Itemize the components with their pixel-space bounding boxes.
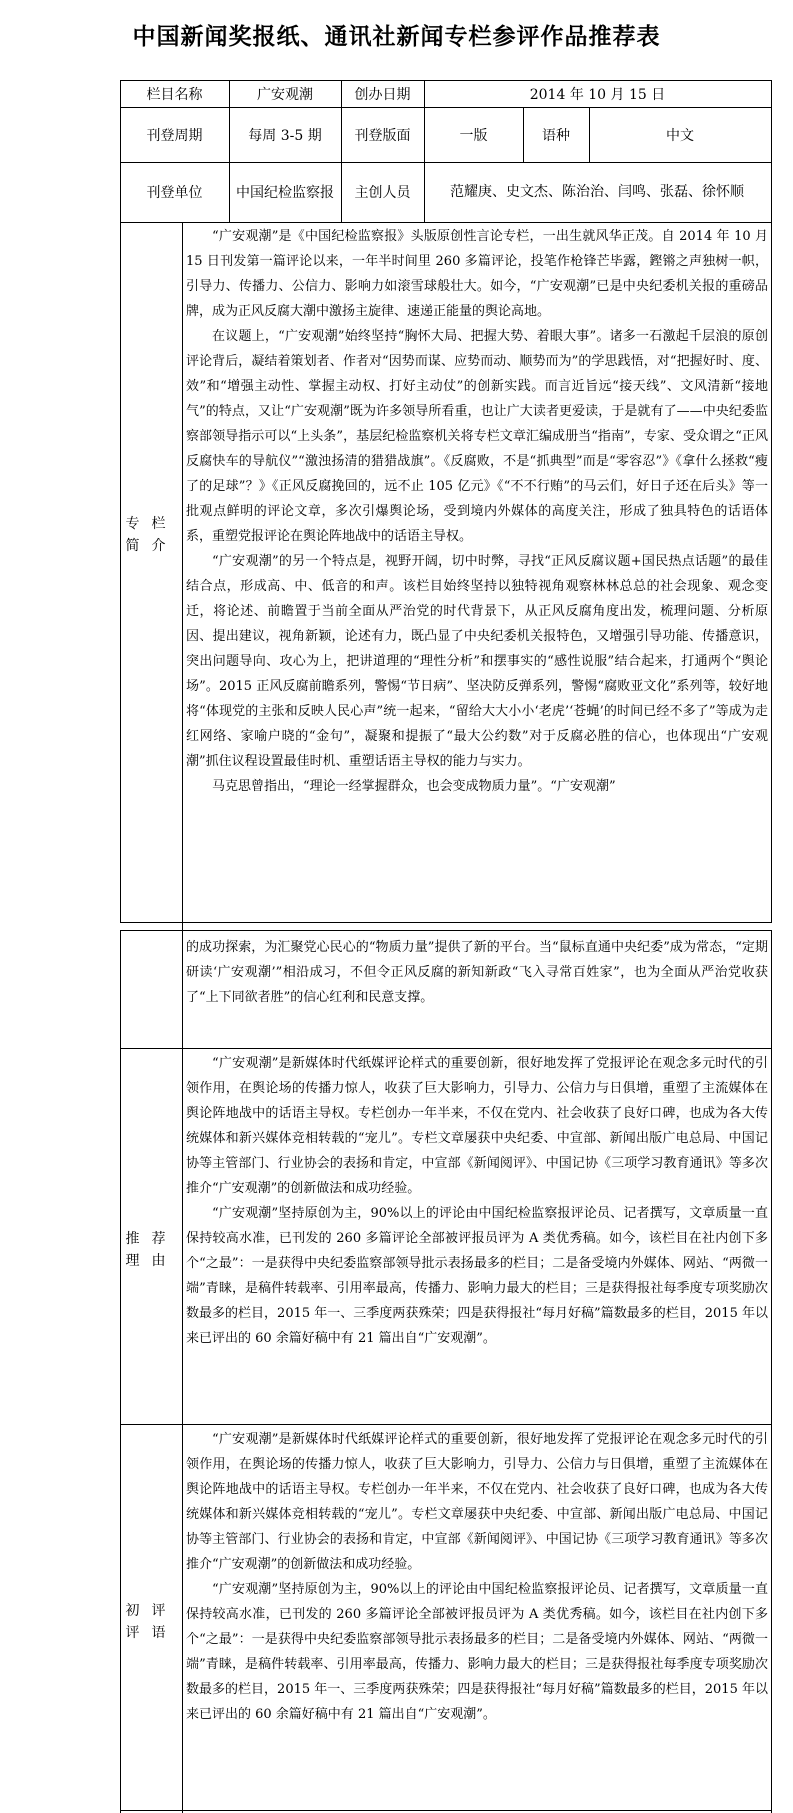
unit-label: 刊登单位 (146, 185, 203, 201)
staff-value: 范耀庚、史文杰、陈治治、闫鸣、张磊、徐怀顺 (450, 184, 744, 200)
grid-line (120, 922, 772, 923)
lang-value: 中文 (666, 127, 694, 144)
intro-paragraph: 马克思曾指出，“理论一经掌握群众，也会变成物质力量”。“广安观潮” (212, 779, 616, 794)
intro-paragraph-continued: 的成功探索，为汇聚党心民心的“物质力量”提供了新的平台。当“鼠标直通中央纪委”成为常态，“定期研读‘广安观潮’”相沿成习，不但令正风反腐的新知新政“飞入寻常百姓家”，也为全面从严治党收获了“上下同欲者胜”的信心红利和民意支撑。 (186, 940, 768, 1005)
review-text (186, 1427, 768, 1727)
page-value: 一版 (459, 127, 488, 144)
grid-line (182, 222, 183, 1813)
column-name-value: 广安观潮 (257, 86, 313, 103)
reason-paragraph: “广安观潮”坚持原创为主，90%以上的评论由中国纪检监察报评论员、记者撰写，文章质量一直保持较高水准，已刊发的 260 多篇评论全部被评报员评为 A 类优秀稿。如今，该栏目在社内创下多个“之最”：一是获得中央纪委监察部领导批示表扬最多的栏目；二是备受境内外媒体、网站、“两微一端”青睐，是稿件转载率、引用率最高，传播力、影响力最大的栏目；三是获得报社每季度专项奖励次数最多的栏目，2015 年一、三季度两获殊荣；四是获得报社“每月好稿”篇数最多的栏目，2015 年以来已评出的 60 余篇好稿中有 21 篇出自“广安观潮”。 (186, 1206, 768, 1346)
grid-line (120, 1048, 772, 1049)
intro-label: 专栏简介 (125, 516, 178, 554)
intro-continued-text (186, 935, 768, 1010)
grid-line (120, 930, 121, 1813)
lang-label: 语种 (542, 127, 570, 144)
column-name-label: 栏目名称 (146, 86, 203, 103)
page-title: 中国新闻奖报纸、通讯社新闻专栏参评作品推荐表 (132, 23, 661, 50)
grid-line (120, 930, 772, 931)
grid-line (120, 222, 772, 223)
period-value: 每周 3-5 期 (248, 127, 322, 144)
grid-line (120, 1810, 772, 1811)
reason-label: 推荐理由 (125, 1231, 178, 1269)
staff-label: 主创人员 (354, 185, 411, 201)
grid-line (771, 80, 772, 222)
grid-line (771, 930, 772, 1813)
reason-paragraph: “广安观潮”是新媒体时代纸媒评论样式的重要创新，很好地发挥了党报评论在观念多元时代的引领作用，在舆论场的传播力惊人，收获了巨大影响力，引导力、公信力与日俱增，重塑了主流媒体在舆论阵地战中的话语主导权。专栏创办一年半来，不仅在党内、社会收获了良好口碑，也成为各大传统媒体和新兴媒体竞相转载的“宠儿”。专栏文章屡获中央纪委、中宣部、新闻出版广电总局、中国记协等主管部门、行业协会的表扬和肯定，中宣部《新闻阅评》、中国记协《三项学习教育通讯》等多次推介“广安观潮”的创新做法和成功经验。 (186, 1056, 768, 1196)
intro-text (186, 224, 768, 799)
intro-paragraph: “广安观潮”是《中国纪检监察报》头版原创性言论专栏，一出生就风华正茂。自 2014 年 10 月 15 日刊发第一篇评论以来，一年半时间里 260 多篇评论，投笔作枪锋芒毕露，鏗锵之声独树一帜，引导力、传播力、公信力、影响力如滚雪球般壮大。如今，“广安观潮”已是中央纪委机关报的重磅品牌，成为正风反腐大潮中激扬主旋律、速递正能量的舆论高地。 (186, 229, 768, 319)
grid-line (120, 1424, 772, 1425)
period-label: 刊登周期 (146, 127, 203, 144)
page-label: 刊登版面 (354, 127, 411, 144)
grid-line (120, 222, 121, 922)
review-paragraph: “广安观潮”是新媒体时代纸媒评论样式的重要创新，很好地发挥了党报评论在观念多元时代的引领作用，在舆论场的传播力惊人，收获了巨大影响力，引导力、公信力与日俱增，重塑了主流媒体在舆论阵地战中的话语主导权。专栏创办一年半来，不仅在党内、社会收获了良好口碑，也成为各大传统媒体和新兴媒体竞相转载的“宠儿”。专栏文章屡获中央纪委、中宣部、新闻出版广电总局、中国记协等主管部门、行业协会的表扬和肯定，中宣部《新闻阅评》、中国记协《三项学习教育通讯》等多次推介“广安观潮”的创新做法和成功经验。 (186, 1432, 768, 1572)
review-paragraph: “广安观潮”坚持原创为主，90%以上的评论由中国纪检监察报评论员、记者撰写，文章质量一直保持较高水准，已刊发的 260 多篇评论全部被评报员评为 A 类优秀稿。如今，该栏目在社内创下多个“之最”：一是获得中央纪委监察部领导批示表扬最多的栏目；二是备受境内外媒体、网站、“两微一端”青睐，是稿件转载率、引用率最高，传播力、影响力最大的栏目；三是获得报社每季度专项奖励次数最多的栏目，2015 年一、三季度两获殊荣；四是获得报社“每月好稿”篇数最多的栏目，2015 年以来已评出的 60 余篇好稿中有 21 篇出自“广安观潮”。 (186, 1582, 768, 1722)
founded-label: 创办日期 (354, 86, 411, 103)
review-label: 初评评语 (125, 1603, 178, 1641)
grid-line (771, 222, 772, 922)
intro-paragraph: 在议题上，“广安观潮”始终坚持“胸怀大局、把握大势、着眼大事”。诸多一石激起千层浪的原创评论背后，凝结着策划者、作者对“因势而谋、应势而动、顺势而为”的学思践悟，对“把握好时、度、效”和“增强主动性、掌握主动权、打好主动仗”的创新实践。而言近旨远“接天线”、文风清新“接地气”的特点，又让“广安观潮”既为许多领导所看重，也让广大读者更爱读，于是就有了——中央纪委监察部领导指示可以“上头条”，基层纪检监察机关将专栏文章汇编成册当“指南”，专家、受众谓之“正风反腐快车的导航仪”“激浊扬清的猎猎战旗”。《反腐败，不是“抓典型”而是“零容忍”》《拿什么拯救“瘦了的足球”？》《正风反腐挽回的，远不止 105 亿元》《“不不行贿”的马云们，好日子还在后头》等一批观点鲜明的评论文章，多次引爆舆论场，受到境内外媒体的高度关注，形成了独具特色的话语体系，重塑党报评论在舆论阵地战中的话语主导权。 (186, 329, 768, 544)
founded-value: 2014 年 10 月 15 日 (529, 86, 666, 103)
unit-value: 中国纪检监察报 (236, 185, 334, 201)
intro-paragraph: “广安观潮”的另一个特点是，视野开阔，切中时弊，寻找“正风反腐议题+国民热点话题”的最佳结合点，形成高、中、低音的和声。该栏目始终坚持以独特视角观察林林总总的社会现象、观念变迁，将论述、前瞻置于当前全面从严治党的时代背景下，从正风反腐角度出发，梳理问题、分析原因、提出建议，视角新颖，论述有力，既凸显了中央纪委机关报特色，又增强引导功能、传播意识，突出问题导向、攻心为上，把讲道理的“理性分析”和摆事实的“感性说服”结合起来，打通两个“舆论场”。2015 正风反腐前瞻系列，警惕“节日病”、坚决防反弹系列，警惕“腐败亚文化”系列等，较好地将“体现党的主张和反映人民心声”统一起来，“留给大大小小‘老虎’‘苍蝇’的时间已经不多了”等成为走红网络、家喻户晓的“金句”，凝聚和提振了“最大公约数”对于反腐必胜的信心，也体现出“广安观潮”抓住议程设置最佳时机、重塑话语主导权的能力与实力。 (186, 554, 768, 769)
reason-text (186, 1051, 768, 1351)
